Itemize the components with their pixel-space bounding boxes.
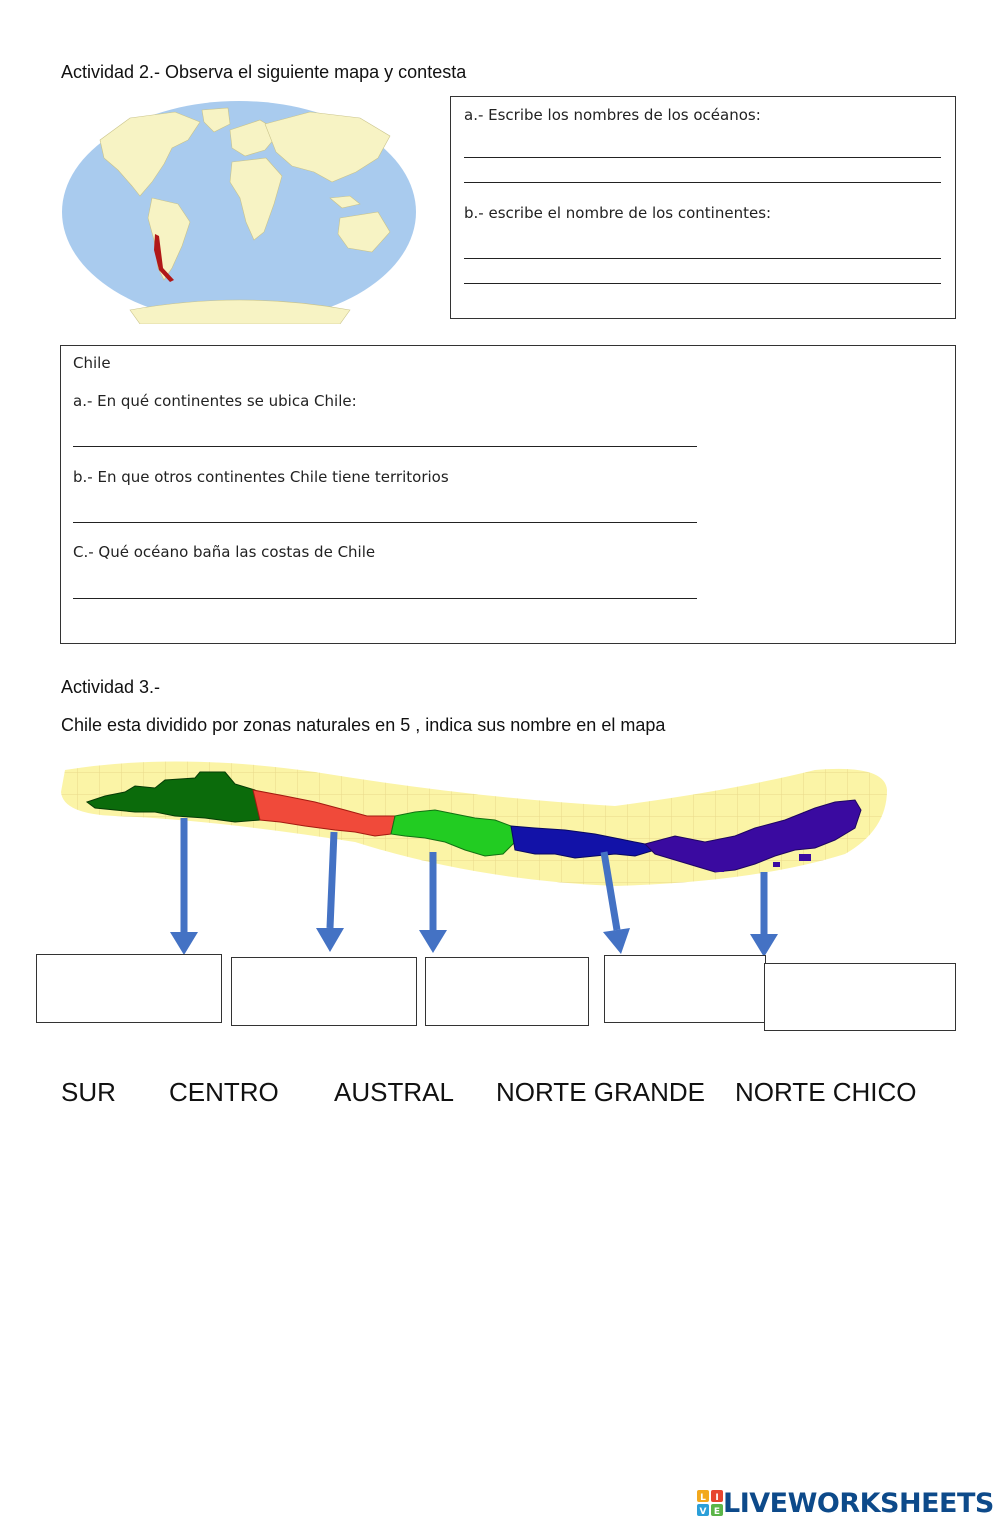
zone-answer-box-1[interactable] <box>36 954 222 1023</box>
activity2-heading: Actividad 2.- Observa el siguiente mapa y contesta <box>61 62 467 82</box>
zone-word-norte-grande[interactable]: NORTE GRANDE <box>496 1077 705 1107</box>
liveworksheets-icon <box>697 1490 723 1516</box>
question-chile-territories: b.- En que otros continentes Chile tiene territorios <box>73 468 449 486</box>
liveworksheets-logo <box>697 1488 994 1518</box>
question-oceans: a.- Escribe los nombres de los océanos: <box>464 106 761 124</box>
liveworksheets-brand: LIVEWORKSHEETS <box>723 1487 994 1519</box>
arrow-5-head <box>750 934 778 957</box>
icon-letter-i: I <box>715 1493 719 1503</box>
zone-word-centro[interactable]: CENTRO <box>169 1077 279 1107</box>
question-continents: b.- escribe el nombre de los continentes: <box>464 204 772 222</box>
zone-answer-box-2[interactable] <box>231 957 417 1026</box>
zone-word-sur[interactable]: SUR <box>61 1077 116 1107</box>
zone-word-norte-chico[interactable]: NORTE CHICO <box>735 1077 917 1107</box>
zone-answer-box-3[interactable] <box>425 957 589 1026</box>
arrow-3-head <box>419 930 447 953</box>
arrow-2 <box>330 832 334 928</box>
activity3-heading: Actividad 3.- <box>61 677 161 697</box>
icon-letter-e: E <box>713 1507 721 1516</box>
arrow-2-head <box>316 928 344 952</box>
icon-letter-v: V <box>699 1507 707 1516</box>
zone-word-austral[interactable]: AUSTRAL <box>334 1077 454 1107</box>
icon-letter-l: L <box>700 1493 706 1503</box>
zone-answer-box-5[interactable] <box>764 963 956 1031</box>
zone-answer-box-4[interactable] <box>604 955 766 1023</box>
question-chile-ocean: C.- Qué océano baña las costas de Chile <box>73 543 376 561</box>
arrow-4 <box>604 852 617 930</box>
arrow-1-head <box>170 932 198 955</box>
activity3-instruction: Chile esta dividido por zonas naturales en 5 , indica sus nombre en el mapa <box>61 715 666 735</box>
question-chile-continent: a.- En qué continentes se ubica Chile: <box>73 392 357 410</box>
arrow-4-head <box>603 928 630 954</box>
chile-title: Chile <box>73 354 111 372</box>
